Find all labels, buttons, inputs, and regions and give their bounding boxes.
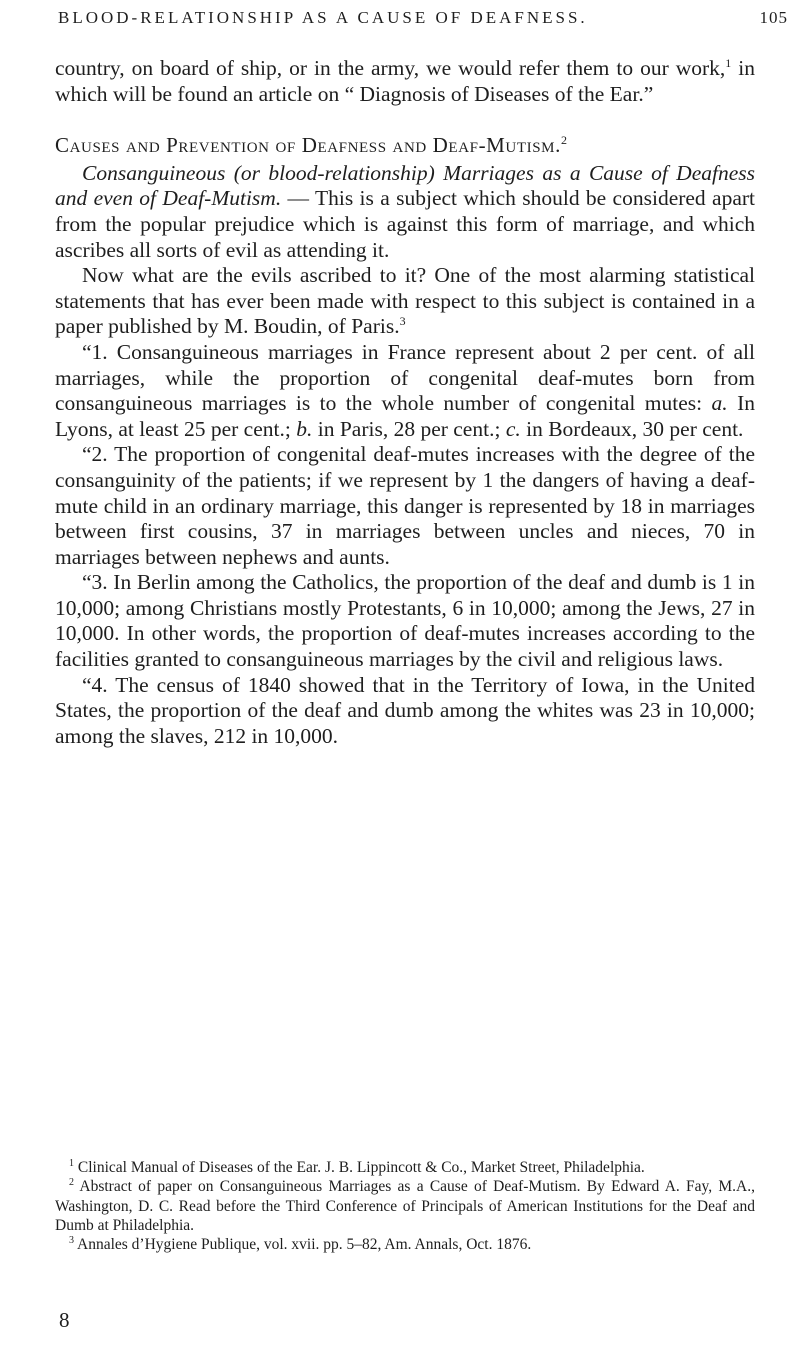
paragraph-consanguineous: Consanguineous (or blood-relationship) Marriages as a Cause of Deafness and even of Deaf-Mutism. — This is a subject which should be considered apart from the popular prejudice which is against this form of marriage, and which ascribes all sorts of evil as attending it. <box>55 160 755 262</box>
paragraph-point-3: “3. In Berlin among the Catholics, the proportion of the deaf and dumb is 1 in 10,000; among Christians mostly Protestants, 6 in 10,000; among the Jews, 27 in 10,000. In other words, the proportion of deaf-mutes increases according to the facilities granted to consanguineous marriages by the civil and religious laws. <box>55 570 755 672</box>
body-text <box>55 56 755 749</box>
running-header <box>58 8 788 28</box>
paragraph-boudin: Now what are the evils ascribed to it? One of the most alarming statistical statements that has ever been made with respect to this subject is contained in a paper published by M. Boudin, of Paris.$^3$ <box>55 263 755 339</box>
paragraph-point-1: “1. Consanguineous marriages in France represent about 2 per cent. of all marriages, while the proportion of congenital deaf-mutes born from consanguineous marriages is to the whole number of congenital mutes: a. In Lyons, at least 25 per cent.; b. in Paris, 28 per cent.; c. in Bordeaux, 30 per cent. <box>55 339 755 441</box>
signature-mark: 8 <box>59 1308 70 1332</box>
footnote-1: $^1$ Clinical Manual of Diseases of the Ear. J. B. Lippincott & Co., Market Street, Philadelphia. <box>69 1157 645 1176</box>
paragraph-point-4: “4. The census of 1840 showed that in the Territory of Iowa, in the United States, the proportion of the deaf and dumb among the whites was 23 in 10,000; among the slaves, 212 in 10,000. <box>55 672 755 748</box>
paragraph-run-in-title: Consanguineous (or blood-relationship) Marriages as a Cause of Deafness and even of Deaf-Mutism. <box>55 160 755 211</box>
paragraph-point-2: “2. The proportion of congenital deaf-mutes increases with the degree of the consanguinity of the patients; if we represent by 1 the dangers of having a deaf-mute child in an ordinary marriage, this danger is represented by 18 in marriages between first cousins, 37 in marriages between uncles and nieces, 70 in marriages between nephews and aunts. <box>55 442 755 569</box>
footnotes <box>55 1158 755 1254</box>
continued-paragraph: country, on board of ship, or in the army, we would refer them to our work,$^1$ in which will be found an article on “ Diagnosis of Diseases of the Ear.” <box>55 55 755 106</box>
footnote-2: $^2$ Abstract of paper on Consanguineous Marriages as a Cause of Deaf-Mutism. By Edward A. Fay, M.A., Washington, D. C. Read before the Third Conference of Principals of American Institutions for the Deaf and Dumb at Philadelphia. <box>55 1177 755 1234</box>
running-title: BLOOD-RELATIONSHIP AS A CAUSE OF DEAFNESS. <box>58 8 588 27</box>
footnote-3: $^3$ Annales d’Hygiene Publique, vol. xvii. pp. 5–82, Am. Annals, Oct. 1876. <box>69 1235 532 1254</box>
page-number: 105 <box>759 8 788 27</box>
footnote-ref-1: 1 <box>725 55 732 70</box>
section-heading: Causes and Prevention of Deafness and Deaf-Mutism.$^2$ <box>55 133 568 158</box>
footnote-ref-3: 3 <box>399 314 406 329</box>
footnote-ref-2: 2 <box>560 133 568 148</box>
